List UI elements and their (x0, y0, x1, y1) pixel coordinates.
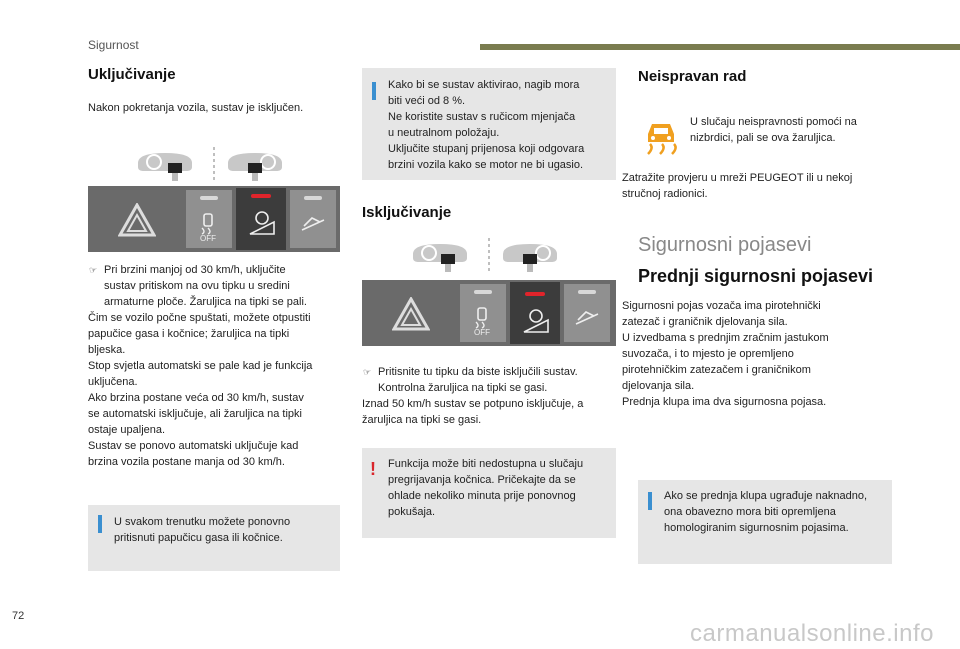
activation-body (88, 310, 344, 470)
text-line: stručnoj radionici. (622, 188, 708, 200)
steering-wheels-illustration (405, 236, 575, 276)
service-text (622, 170, 892, 202)
hill-assist-fault-icon (644, 120, 678, 156)
hill-descent-icon (522, 308, 550, 334)
info-note-slope (362, 68, 616, 180)
text-line: U izvedbama s prednjim zračnim jastukom (622, 332, 829, 344)
text-line: Prednja klupa ima dva sigurnosna pojasa. (622, 396, 827, 408)
esc-off-button[interactable] (186, 190, 232, 248)
text-line: Ako se prednja klupa ugrađuje naknadno, (664, 490, 868, 502)
off-label: OFF (474, 328, 490, 337)
info-note-pedals (88, 505, 340, 571)
text-line: homologiranim sigurnosnim pojasima. (664, 522, 849, 534)
lane-button[interactable] (564, 284, 610, 342)
hill-descent-icon (248, 210, 276, 236)
title-deactivation: Isključivanje (362, 204, 452, 221)
bullet-arrow-icon: ☞ (363, 367, 372, 377)
text-line: Stop svjetla automatski se pale kad je funkcija (88, 360, 313, 372)
bullet-arrow-icon: ☞ (89, 265, 98, 275)
text-line: Ne koristite sustav s ručicom mjenjača (388, 111, 576, 123)
hill-descent-button-active[interactable] (236, 188, 286, 250)
title-malfunction: Neispravan rad (638, 68, 747, 85)
text-line: pirotehničkim zatezačem i graničnikom (622, 364, 811, 376)
text-line: Sigurnosni pojas vozača ima pirotehnički (622, 300, 821, 312)
info-icon (372, 82, 376, 100)
text-line: Iznad 50 km/h sustav se potpuno isključuje, a (362, 398, 584, 410)
watermark: carmanualsonline.info (690, 620, 934, 647)
text-line: armaturne ploče. Žaruljica na tipki se pali. (104, 296, 307, 308)
text-line: ona obavezno mora biti opremljena (664, 506, 836, 518)
text-line: papučice gasa i kočnice; žaruljica na tipki (88, 328, 290, 340)
text-line: Zatražite provjeru u mreži PEUGEOT ili u nekoj (622, 172, 853, 184)
text-line: u neutralnom položaju. (388, 127, 500, 139)
section-title-seatbelts: Sigurnosni pojasevi (638, 234, 812, 256)
warning-note-brakes (362, 448, 616, 538)
off-label: OFF (200, 234, 216, 243)
esc-off-button[interactable] (460, 284, 506, 342)
title-activation: Uključivanje (88, 66, 176, 83)
text-line: zatezač i graničnik djelovanja sila. (622, 316, 788, 328)
info-icon (98, 515, 102, 533)
section-header: Sigurnost (88, 38, 139, 52)
text-line: U svakom trenutku možete ponovno (114, 516, 291, 528)
text-line: ohlade nekoliko minuta prije ponovnog (388, 490, 576, 502)
vehicle-slope-icon (298, 214, 328, 234)
text-line: brzini vozila kako se motor ne bi ugasio. (388, 159, 584, 171)
text-line: bljeska. (88, 344, 126, 356)
section-header-bar (480, 44, 960, 50)
text-line: Funkcija može biti nedostupna u slučaju (388, 458, 584, 470)
button-panel-deactivate (362, 280, 616, 346)
text-line: sustav pritiskom na ovu tipku u sredini (104, 280, 290, 292)
steering-wheels-illustration (130, 145, 300, 185)
warning-exclamation-icon: ! (370, 459, 376, 479)
skid-control-icon (472, 306, 494, 330)
text-line: U slučaju neispravnosti pomoći na (690, 116, 857, 128)
fault-text (690, 114, 890, 146)
text-line: suvozača, i to mjesto je opremljeno (622, 348, 794, 360)
skid-control-icon (198, 212, 220, 236)
text-line: pokušaja. (388, 506, 436, 518)
text-line: nizbrdici, pali se ova žaruljica. (690, 132, 836, 144)
text-line: žaruljica na tipki se gasi. (362, 414, 482, 426)
deactivation-instruction (378, 364, 618, 396)
intro-text: Nakon pokretanja vozila, sustav je isključen. (88, 102, 304, 114)
text-line: se automatski isključuje, ali žaruljica na tipki (88, 408, 302, 420)
text-line: Pri brzini manjoj od 30 km/h, uključite (104, 264, 286, 276)
activation-instruction (104, 262, 344, 310)
indicator-light (525, 292, 545, 296)
text-line: pregrijavanja kočnica. Pričekajte da se (388, 474, 576, 486)
indicator-light-on (251, 194, 271, 198)
info-note-bench (638, 480, 892, 564)
vehicle-slope-icon (572, 308, 602, 328)
text-line: Ako brzina postane veća od 30 km/h, sustav (88, 392, 304, 404)
seatbelt-body (622, 298, 892, 410)
hazard-warning-icon (392, 297, 430, 331)
text-line: Kako bi se sustav aktivirao, nagib mora (388, 79, 580, 91)
deactivation-body (362, 396, 618, 428)
text-line: Uključite stupanj prijenosa koji odgovara (388, 143, 585, 155)
text-line: djelovanja sila. (622, 380, 695, 392)
button-panel-active (88, 186, 340, 252)
hazard-warning-icon (118, 203, 156, 237)
text-line: brzina vozila postane manja od 30 km/h. (88, 456, 285, 468)
hill-descent-button[interactable] (510, 282, 560, 344)
lane-button[interactable] (290, 190, 336, 248)
info-icon (648, 492, 652, 510)
text-line: biti veći od 8 %. (388, 95, 466, 107)
text-line: pritisnuti papučicu gasa ili kočnice. (114, 532, 283, 544)
page-number: 72 (12, 610, 25, 622)
text-line: uključena. (88, 376, 138, 388)
subsection-title-front-seatbelts: Prednji sigurnosni pojasevi (638, 266, 874, 286)
text-line: Čim se vozilo počne spuštati, možete otpustiti (88, 312, 311, 324)
text-line: Pritisnite tu tipku da biste isključili sustav. (378, 366, 578, 378)
text-line: Sustav se ponovo automatski uključuje kad (88, 440, 299, 452)
text-line: ostaje upaljena. (88, 424, 166, 436)
text-line: Kontrolna žaruljica na tipki se gasi. (378, 382, 548, 394)
